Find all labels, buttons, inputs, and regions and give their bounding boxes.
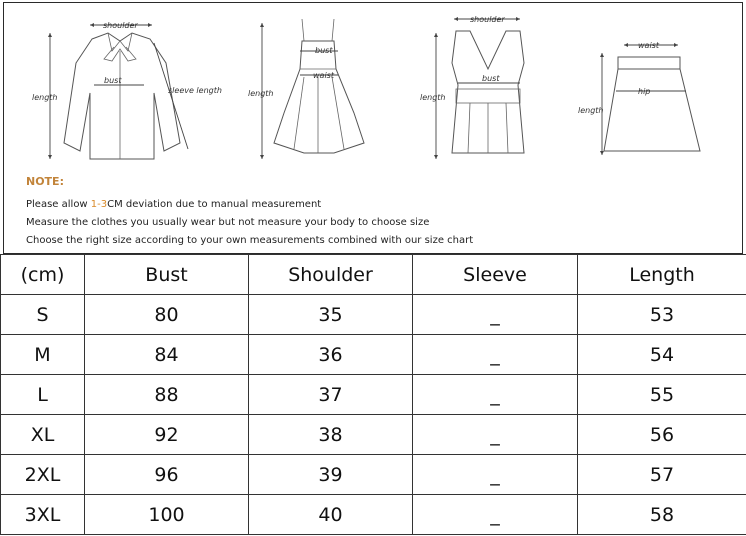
cell-sleeve: _ (413, 295, 578, 335)
dress-diagram (248, 19, 364, 159)
cell-length: 58 (578, 495, 746, 535)
cell-bust: 92 (85, 415, 249, 455)
header-bust: Bust (85, 255, 249, 295)
size-chart-table (0, 254, 746, 535)
cell-shoulder: 35 (249, 295, 413, 335)
cell-sleeve: _ (413, 455, 578, 495)
table-row (1, 335, 746, 375)
table-row (1, 455, 746, 495)
cell-length: 55 (578, 375, 746, 415)
note-line-deviation-highlight: 1-3 (90, 199, 108, 210)
cell-sleeve: _ (413, 495, 578, 535)
cell-shoulder: 37 (249, 375, 413, 415)
header-shoulder: Shoulder (249, 255, 413, 295)
cell-shoulder: 38 (249, 415, 413, 455)
shirt-shoulder-label: shoulder (103, 21, 138, 30)
header-length: Length (578, 255, 746, 295)
cell-sleeve: _ (413, 375, 578, 415)
tank-shoulder-label: shoulder (470, 15, 505, 24)
note-line-deviation-pre: Please allow (26, 199, 91, 210)
shirt-diagram (32, 21, 222, 159)
cell-bust: 100 (85, 495, 249, 535)
garment-diagrams (4, 3, 742, 169)
cell-size: XL (1, 415, 85, 455)
cell-bust: 84 (85, 335, 249, 375)
note-section (26, 175, 473, 250)
tank-length-label: length (420, 93, 446, 102)
skirt-hip-label: hip (638, 87, 651, 96)
cell-bust: 96 (85, 455, 249, 495)
skirt-length-label: length (578, 106, 604, 115)
note-line-measure: Measure the clothes you usually wear but not measure your body to choose size (26, 217, 430, 228)
note-line-deviation-post: CM deviation due to manual measurement (107, 199, 322, 210)
cell-length: 56 (578, 415, 746, 455)
table-row (1, 295, 746, 335)
header-sleeve: Sleeve (413, 255, 578, 295)
measurement-guide-panel (3, 2, 743, 254)
cell-sleeve: _ (413, 415, 578, 455)
cell-shoulder: 40 (249, 495, 413, 535)
note-line-deviation (26, 196, 473, 214)
cell-bust: 88 (85, 375, 249, 415)
header-unit: (cm) (1, 255, 85, 295)
table-row (1, 375, 746, 415)
dress-waist-label: waist (313, 71, 334, 80)
cell-size: M (1, 335, 85, 375)
cell-size: 2XL (1, 455, 85, 495)
table-row (1, 495, 746, 535)
cell-bust: 80 (85, 295, 249, 335)
cell-length: 54 (578, 335, 746, 375)
tank-bust-label: bust (482, 74, 500, 83)
shirt-sleeve-label: sleeve length (168, 86, 222, 95)
table-row (1, 415, 746, 455)
cell-shoulder: 39 (249, 455, 413, 495)
cell-size: S (1, 295, 85, 335)
skirt-diagram (578, 41, 700, 155)
skirt-waist-label: waist (638, 41, 659, 50)
shirt-length-label: length (32, 93, 58, 102)
note-line-choose: Choose the right size according to your own measurements combined with our size chart (26, 235, 474, 246)
cell-size: L (1, 375, 85, 415)
dress-length-label: length (248, 89, 274, 98)
table-header-row (1, 255, 746, 295)
cell-shoulder: 36 (249, 335, 413, 375)
cell-sleeve: _ (413, 335, 578, 375)
cell-length: 53 (578, 295, 746, 335)
cell-size: 3XL (1, 495, 85, 535)
shirt-bust-label: bust (104, 76, 122, 85)
note-title: NOTE: (26, 175, 64, 188)
tank-diagram (420, 15, 524, 159)
dress-bust-label: bust (315, 46, 333, 55)
cell-length: 57 (578, 455, 746, 495)
